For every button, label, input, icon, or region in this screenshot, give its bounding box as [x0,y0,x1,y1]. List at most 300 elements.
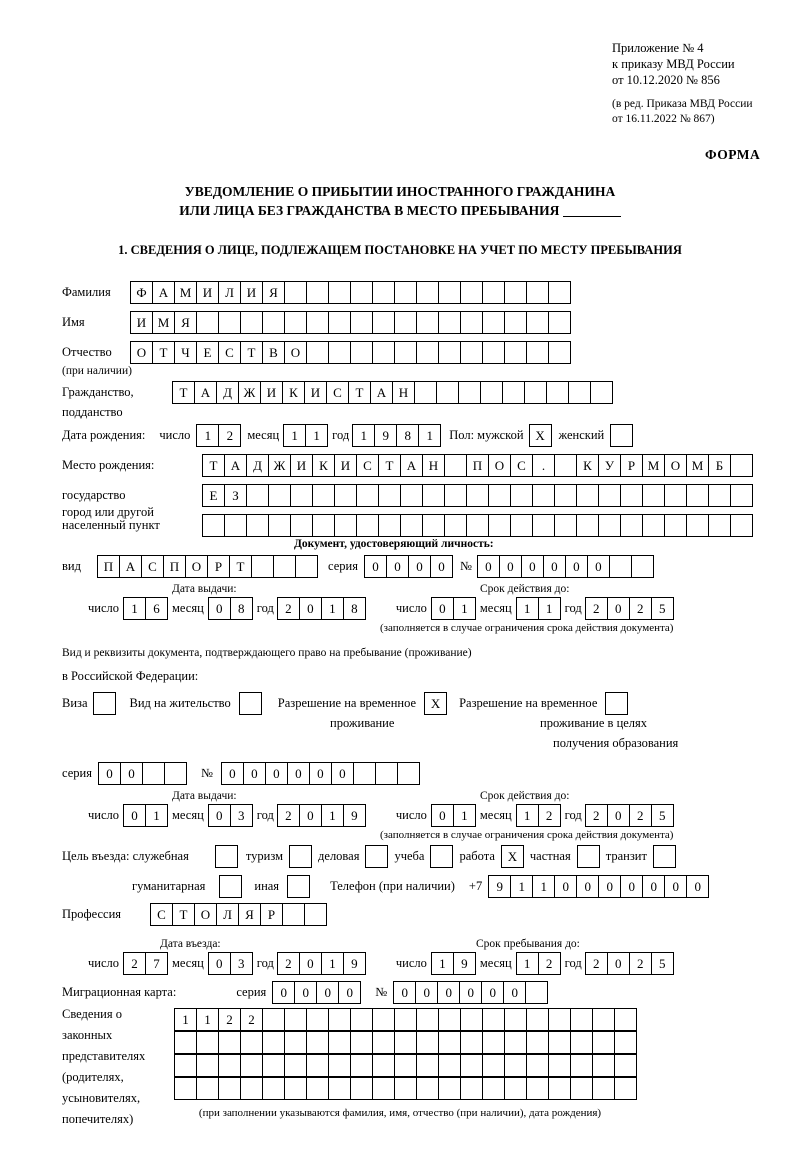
char-cell[interactable]: 2 [629,597,652,620]
char-cell[interactable]: 2 [123,952,146,975]
char-cell[interactable]: 0 [309,762,332,785]
char-cell[interactable] [526,341,549,364]
char-cell[interactable] [306,341,329,364]
purpose-transit-box[interactable] [653,845,676,868]
char-cell[interactable]: С [141,555,164,578]
char-cell[interactable] [284,1031,307,1054]
entry-month-boxes[interactable] [208,952,253,975]
char-cell[interactable] [664,484,687,507]
char-cell[interactable]: С [150,903,173,926]
char-cell[interactable]: К [282,381,305,404]
permit-issue-day-boxes[interactable] [123,804,168,827]
char-cell[interactable]: 9 [374,424,397,447]
entry-year-boxes[interactable] [277,952,366,975]
char-cell[interactable] [708,484,731,507]
char-cell[interactable] [334,514,357,537]
char-cell[interactable]: Т [172,903,195,926]
char-cell[interactable] [312,484,335,507]
char-cell[interactable]: Ж [268,454,291,477]
temp-residence-box[interactable] [424,692,447,715]
char-cell[interactable] [196,1054,219,1077]
char-cell[interactable]: 0 [430,555,453,578]
char-cell[interactable]: 0 [607,597,630,620]
char-cell[interactable] [353,762,376,785]
char-cell[interactable]: 0 [598,875,621,898]
char-cell[interactable] [526,281,549,304]
char-cell[interactable] [466,484,489,507]
char-cell[interactable] [394,1077,417,1100]
char-cell[interactable]: П [163,555,186,578]
char-cell[interactable]: 1 [321,597,344,620]
purpose-humanitarian-box[interactable] [219,875,242,898]
char-cell[interactable]: Т [378,454,401,477]
purpose-service-box[interactable] [215,845,238,868]
char-cell[interactable] [430,845,453,868]
char-cell[interactable] [215,845,238,868]
char-cell[interactable] [372,1077,395,1100]
char-cell[interactable]: 2 [218,1008,241,1031]
char-cell[interactable]: 0 [686,875,709,898]
char-cell[interactable] [548,1031,571,1054]
char-cell[interactable] [416,1054,439,1077]
char-cell[interactable] [686,514,709,537]
char-cell[interactable] [504,341,527,364]
char-cell[interactable] [664,514,687,537]
char-cell[interactable]: 0 [642,875,665,898]
char-cell[interactable]: А [370,381,393,404]
doc-issue-month-boxes[interactable] [208,597,253,620]
char-cell[interactable]: В [262,341,285,364]
char-cell[interactable] [642,514,665,537]
char-cell[interactable]: М [642,454,665,477]
char-cell[interactable] [394,1008,417,1031]
char-cell[interactable] [287,875,310,898]
char-cell[interactable] [504,1054,527,1077]
char-cell[interactable]: А [194,381,217,404]
char-cell[interactable] [482,1008,505,1031]
char-cell[interactable]: 0 [576,875,599,898]
char-cell[interactable] [460,341,483,364]
char-cell[interactable]: 1 [196,424,219,447]
char-cell[interactable] [444,484,467,507]
char-cell[interactable]: Б [708,454,731,477]
doc-series-boxes[interactable] [364,555,453,578]
char-cell[interactable] [284,1008,307,1031]
char-cell[interactable]: 0 [123,804,146,827]
char-cell[interactable]: 0 [120,762,143,785]
char-cell[interactable] [290,484,313,507]
char-cell[interactable] [350,1077,373,1100]
char-cell[interactable]: 9 [343,952,366,975]
char-cell[interactable] [93,692,116,715]
char-cell[interactable]: 0 [299,804,322,827]
char-cell[interactable] [306,311,329,334]
char-cell[interactable] [350,311,373,334]
residence-box[interactable] [239,692,262,715]
char-cell[interactable] [375,762,398,785]
char-cell[interactable]: 1 [283,424,306,447]
char-cell[interactable] [438,1031,461,1054]
legal-rep-boxes-4[interactable] [174,1077,637,1100]
char-cell[interactable]: . [532,454,555,477]
char-cell[interactable] [240,1054,263,1077]
doc-issue-year-boxes[interactable] [277,597,366,620]
char-cell[interactable]: 0 [664,875,687,898]
char-cell[interactable]: Е [196,341,219,364]
char-cell[interactable] [730,484,753,507]
char-cell[interactable]: 0 [208,952,231,975]
char-cell[interactable] [284,1077,307,1100]
char-cell[interactable] [598,514,621,537]
purpose-tourism-box[interactable] [289,845,312,868]
char-cell[interactable] [416,1008,439,1031]
char-cell[interactable]: 0 [331,762,354,785]
mc-number-boxes[interactable] [393,981,548,1004]
char-cell[interactable]: 0 [554,875,577,898]
permit-valid-year-boxes[interactable] [585,804,674,827]
char-cell[interactable] [482,281,505,304]
char-cell[interactable] [174,1031,197,1054]
char-cell[interactable]: И [196,281,219,304]
char-cell[interactable] [306,1008,329,1031]
char-cell[interactable]: Я [238,903,261,926]
char-cell[interactable]: 0 [287,762,310,785]
char-cell[interactable] [460,1008,483,1031]
char-cell[interactable]: 2 [585,804,608,827]
permit-valid-day-boxes[interactable] [431,804,476,827]
char-cell[interactable]: 0 [521,555,544,578]
char-cell[interactable] [482,1054,505,1077]
char-cell[interactable]: И [260,381,283,404]
char-cell[interactable]: О [284,341,307,364]
char-cell[interactable] [438,1077,461,1100]
char-cell[interactable]: 1 [174,1008,197,1031]
char-cell[interactable] [592,1008,615,1031]
char-cell[interactable]: П [97,555,120,578]
char-cell[interactable]: И [240,281,263,304]
char-cell[interactable]: Т [229,555,252,578]
char-cell[interactable] [268,484,291,507]
char-cell[interactable] [174,1054,197,1077]
char-cell[interactable]: 0 [415,981,438,1004]
char-cell[interactable] [328,341,351,364]
char-cell[interactable]: 2 [629,952,652,975]
char-cell[interactable] [438,1008,461,1031]
char-cell[interactable]: 2 [277,804,300,827]
char-cell[interactable] [219,875,242,898]
char-cell[interactable]: 1 [321,804,344,827]
birthplace-boxes-row1[interactable] [202,454,753,477]
permit-issue-year-boxes[interactable] [277,804,366,827]
char-cell[interactable] [438,1054,461,1077]
char-cell[interactable] [251,555,274,578]
char-cell[interactable] [218,1054,241,1077]
char-cell[interactable] [328,1008,351,1031]
char-cell[interactable] [482,311,505,334]
char-cell[interactable] [350,281,373,304]
char-cell[interactable] [605,692,628,715]
char-cell[interactable] [350,1054,373,1077]
char-cell[interactable] [334,484,357,507]
char-cell[interactable] [510,514,533,537]
char-cell[interactable]: 0 [208,597,231,620]
char-cell[interactable]: 0 [316,981,339,1004]
char-cell[interactable]: 3 [230,952,253,975]
char-cell[interactable]: 9 [488,875,511,898]
char-cell[interactable]: 1 [145,804,168,827]
char-cell[interactable] [306,281,329,304]
char-cell[interactable] [372,341,395,364]
char-cell[interactable] [378,484,401,507]
char-cell[interactable]: 8 [230,597,253,620]
char-cell[interactable] [246,514,269,537]
char-cell[interactable] [532,484,555,507]
char-cell[interactable] [224,514,247,537]
char-cell[interactable] [525,981,548,1004]
char-cell[interactable]: О [130,341,153,364]
char-cell[interactable]: М [152,311,175,334]
char-cell[interactable]: Н [392,381,415,404]
char-cell[interactable] [592,1054,615,1077]
char-cell[interactable]: Т [152,341,175,364]
char-cell[interactable]: 1 [516,804,539,827]
char-cell[interactable]: X [501,845,524,868]
char-cell[interactable]: Л [216,903,239,926]
entry-day-boxes[interactable] [123,952,168,975]
char-cell[interactable]: 0 [294,981,317,1004]
sex-female-box[interactable] [610,424,633,447]
purpose-study-box[interactable] [430,845,453,868]
char-cell[interactable] [289,845,312,868]
profession-boxes[interactable] [150,903,327,926]
char-cell[interactable]: А [400,454,423,477]
char-cell[interactable]: 1 [321,952,344,975]
char-cell[interactable]: Р [260,903,283,926]
purpose-other-box[interactable] [287,875,310,898]
char-cell[interactable] [350,1008,373,1031]
char-cell[interactable]: 1 [516,597,539,620]
char-cell[interactable] [416,281,439,304]
char-cell[interactable] [240,311,263,334]
char-cell[interactable]: 0 [477,555,500,578]
char-cell[interactable] [488,484,511,507]
char-cell[interactable] [416,341,439,364]
char-cell[interactable] [394,311,417,334]
char-cell[interactable] [554,454,577,477]
doc-valid-month-boxes[interactable] [516,597,561,620]
char-cell[interactable]: Р [207,555,230,578]
char-cell[interactable] [598,484,621,507]
stay-year-boxes[interactable] [585,952,674,975]
char-cell[interactable] [526,1077,549,1100]
char-cell[interactable]: 0 [503,981,526,1004]
char-cell[interactable]: Т [348,381,371,404]
char-cell[interactable]: 9 [453,952,476,975]
char-cell[interactable] [372,1054,395,1077]
char-cell[interactable] [730,514,753,537]
char-cell[interactable]: 0 [265,762,288,785]
char-cell[interactable] [577,845,600,868]
char-cell[interactable]: О [185,555,208,578]
char-cell[interactable] [356,514,379,537]
char-cell[interactable]: 0 [393,981,416,1004]
char-cell[interactable] [416,1031,439,1054]
char-cell[interactable] [466,514,489,537]
char-cell[interactable]: Ж [238,381,261,404]
char-cell[interactable] [142,762,165,785]
birth-year-boxes[interactable] [352,424,441,447]
char-cell[interactable]: Т [202,454,225,477]
char-cell[interactable]: 2 [277,952,300,975]
char-cell[interactable]: А [224,454,247,477]
char-cell[interactable] [526,1031,549,1054]
char-cell[interactable] [436,381,459,404]
char-cell[interactable] [526,311,549,334]
char-cell[interactable]: 0 [408,555,431,578]
char-cell[interactable] [480,381,503,404]
char-cell[interactable] [620,484,643,507]
char-cell[interactable] [328,311,351,334]
char-cell[interactable]: 0 [431,597,454,620]
char-cell[interactable] [570,1054,593,1077]
char-cell[interactable]: З [224,484,247,507]
char-cell[interactable] [378,514,401,537]
char-cell[interactable]: 0 [243,762,266,785]
char-cell[interactable] [653,845,676,868]
char-cell[interactable]: Ф [130,281,153,304]
char-cell[interactable]: 6 [145,597,168,620]
char-cell[interactable]: У [598,454,621,477]
char-cell[interactable] [174,1077,197,1100]
char-cell[interactable]: Я [262,281,285,304]
char-cell[interactable] [532,514,555,537]
char-cell[interactable] [246,484,269,507]
legal-rep-boxes-3[interactable] [174,1054,637,1077]
char-cell[interactable]: С [510,454,533,477]
char-cell[interactable] [548,1054,571,1077]
char-cell[interactable]: 0 [299,952,322,975]
char-cell[interactable]: И [290,454,313,477]
char-cell[interactable]: С [326,381,349,404]
doc-valid-year-boxes[interactable] [585,597,674,620]
char-cell[interactable]: 0 [98,762,121,785]
citizenship-boxes[interactable] [172,381,613,404]
char-cell[interactable] [438,281,461,304]
char-cell[interactable]: X [424,692,447,715]
char-cell[interactable] [548,341,571,364]
char-cell[interactable]: С [218,341,241,364]
char-cell[interactable] [196,311,219,334]
char-cell[interactable] [502,381,525,404]
char-cell[interactable]: 1 [196,1008,219,1031]
char-cell[interactable] [400,484,423,507]
char-cell[interactable] [202,514,225,537]
char-cell[interactable] [444,454,467,477]
char-cell[interactable] [488,514,511,537]
char-cell[interactable] [504,1008,527,1031]
char-cell[interactable] [438,341,461,364]
char-cell[interactable] [416,1077,439,1100]
char-cell[interactable]: 0 [459,981,482,1004]
char-cell[interactable] [350,341,373,364]
char-cell[interactable] [482,1031,505,1054]
char-cell[interactable] [282,903,305,926]
char-cell[interactable] [546,381,569,404]
char-cell[interactable]: М [686,454,709,477]
char-cell[interactable]: 0 [437,981,460,1004]
char-cell[interactable] [239,692,262,715]
permit-number-boxes[interactable] [221,762,420,785]
char-cell[interactable]: Ч [174,341,197,364]
char-cell[interactable] [262,1077,285,1100]
char-cell[interactable]: 1 [516,952,539,975]
char-cell[interactable]: Д [246,454,269,477]
char-cell[interactable]: 0 [431,804,454,827]
char-cell[interactable] [614,1054,637,1077]
char-cell[interactable] [328,1031,351,1054]
char-cell[interactable]: 0 [299,597,322,620]
char-cell[interactable] [400,514,423,537]
char-cell[interactable]: И [334,454,357,477]
char-cell[interactable]: А [119,555,142,578]
char-cell[interactable] [642,484,665,507]
char-cell[interactable] [482,341,505,364]
doc-valid-day-boxes[interactable] [431,597,476,620]
char-cell[interactable] [610,424,633,447]
char-cell[interactable]: 1 [305,424,328,447]
char-cell[interactable] [504,1077,527,1100]
char-cell[interactable]: 2 [240,1008,263,1031]
char-cell[interactable] [218,1031,241,1054]
char-cell[interactable]: 1 [352,424,375,447]
char-cell[interactable]: 1 [453,804,476,827]
char-cell[interactable]: 2 [218,424,241,447]
char-cell[interactable] [592,1077,615,1100]
char-cell[interactable]: 1 [510,875,533,898]
char-cell[interactable] [576,514,599,537]
permit-issue-month-boxes[interactable] [208,804,253,827]
char-cell[interactable] [568,381,591,404]
char-cell[interactable]: 8 [343,597,366,620]
char-cell[interactable]: 7 [145,952,168,975]
purpose-business-box[interactable] [365,845,388,868]
legal-rep-boxes-1[interactable] [174,1008,637,1031]
char-cell[interactable] [262,311,285,334]
char-cell[interactable] [394,1054,417,1077]
char-cell[interactable]: Т [240,341,263,364]
char-cell[interactable] [295,555,318,578]
char-cell[interactable]: 2 [629,804,652,827]
char-cell[interactable]: 0 [481,981,504,1004]
char-cell[interactable]: 0 [543,555,566,578]
char-cell[interactable] [284,1054,307,1077]
doc-kind-boxes[interactable] [97,555,318,578]
char-cell[interactable] [460,281,483,304]
char-cell[interactable] [460,1054,483,1077]
char-cell[interactable] [614,1077,637,1100]
visa-box[interactable] [93,692,116,715]
char-cell[interactable]: О [488,454,511,477]
char-cell[interactable] [350,1031,373,1054]
char-cell[interactable] [526,1054,549,1077]
char-cell[interactable] [394,281,417,304]
char-cell[interactable] [394,1031,417,1054]
char-cell[interactable] [460,1077,483,1100]
char-cell[interactable] [240,1031,263,1054]
char-cell[interactable]: 0 [620,875,643,898]
char-cell[interactable] [458,381,481,404]
char-cell[interactable] [290,514,313,537]
